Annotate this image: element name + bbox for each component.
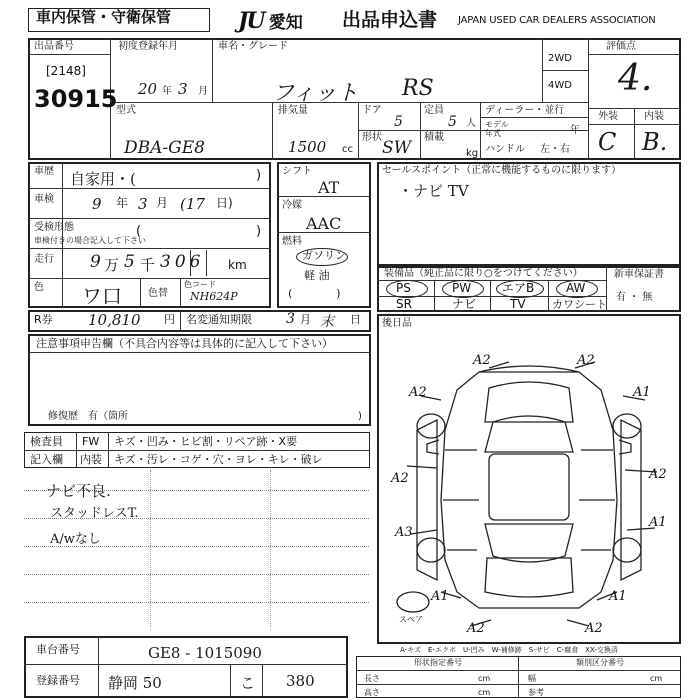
car-body-outline — [441, 372, 617, 608]
recycle-yen: 円 — [164, 313, 175, 326]
mileage-sen: 5 — [124, 252, 135, 272]
damage-mark-left-door: A2 — [391, 471, 409, 486]
wheel-rear-left — [417, 538, 445, 562]
fw-items: キズ・凹み・ヒビ割・リペア跡・X要 — [114, 435, 298, 448]
after-day-label: 後日品 — [382, 318, 412, 329]
accept-paren-close: ) — [256, 224, 262, 239]
damage-mark-rear-right: A2 — [585, 621, 603, 636]
damage-mark-right-door: A2 — [649, 467, 667, 482]
damage-mark-left-quarter: A1 — [431, 589, 449, 604]
equip-sr: SR — [396, 297, 412, 311]
accept-type-label: 受検形態 — [34, 222, 74, 233]
dim-reg-label: 形状指定番号 — [414, 658, 462, 667]
doors-value: 5 — [394, 114, 403, 130]
ju-logo — [238, 8, 303, 34]
damage-mark-right-fender: A1 — [633, 385, 651, 400]
reg-no-num: 380 — [286, 672, 315, 690]
damage-mark-front-right: A2 — [577, 353, 595, 368]
fuel-paren: ( ) — [288, 287, 341, 300]
first-reg-label: 初度登録年月 — [118, 41, 178, 52]
interior-label: 内装 — [644, 111, 664, 122]
wheel-front-right — [613, 414, 641, 438]
inspection-year-unit: 年 — [116, 196, 129, 210]
damage-mark-rear-left: A2 — [467, 621, 485, 636]
handle-label: ハンドル — [485, 144, 525, 155]
mileage-man: 9 — [90, 252, 101, 272]
spare-label: スペア — [399, 615, 423, 624]
wheel-rear-right — [613, 538, 641, 562]
shift-label: シフト — [282, 166, 312, 177]
dim-type-label: 類別区分番号 — [576, 658, 624, 667]
inspector-label: 検査員 — [30, 435, 63, 448]
mileage-rest: 306 — [160, 252, 205, 272]
damage-mark-left-fender: A2 — [409, 385, 427, 400]
mileage-sen-unit: 千 — [140, 256, 156, 274]
history-value: 自家用・( — [70, 170, 136, 188]
reg-no-kana: こ — [240, 674, 256, 692]
capacity-value: 5 — [448, 114, 457, 130]
dim-hgt-cm: cm — [478, 688, 491, 697]
inspection-day: (17 — [180, 195, 205, 213]
damage-legend: A-キズ E-エクボ U-凹み W-補修跡 S-サビ C-腐食 XX-交換済 — [400, 646, 618, 654]
first-reg-month-suffix: 月 — [198, 86, 208, 97]
rear-hatch-outline — [485, 558, 573, 597]
model-type-value: DBA-GE8 — [124, 138, 205, 158]
shift-value: AT — [318, 178, 340, 197]
capacity-unit: 人 — [466, 118, 476, 129]
model-type-label: 型式 — [116, 105, 136, 116]
chassis-no-label: 車台番号 — [36, 643, 80, 656]
first-reg-month: 3 — [178, 80, 188, 98]
exterior-value: C — [598, 128, 617, 156]
damage-marker-lines — [407, 362, 657, 626]
car-damage-diagram — [377, 330, 681, 640]
score-label: 評価点 — [606, 41, 636, 52]
drive-2wd: 2WD — [548, 53, 572, 64]
equip-seat: カワシート — [552, 298, 607, 311]
load-label: 積載 — [424, 132, 444, 143]
mileage-label: 走行 — [34, 254, 54, 265]
equip-aw-circle — [556, 280, 598, 298]
fill-in-label: 記入欄 — [30, 453, 63, 466]
inspection-label: 車検 — [34, 194, 54, 205]
displacement-cc: cc — [342, 144, 353, 155]
model-year-unit: 年 — [570, 125, 580, 136]
chassis-no-value: GE8 - 1015090 — [148, 644, 262, 662]
exterior-label: 外装 — [598, 111, 618, 122]
first-reg-year-suffix: 年 — [162, 86, 172, 97]
dim-ref-label: 参考 — [528, 688, 544, 697]
color-label: 色 — [34, 282, 44, 293]
dim-wid-label: 幅 — [528, 674, 536, 683]
accept-paren-open: ( — [136, 224, 142, 239]
note-line-3: A/wなし — [50, 532, 101, 547]
roof-outline — [489, 454, 569, 520]
equip-airbag-circle — [496, 280, 544, 298]
inspection-month-unit: 月 — [156, 196, 169, 210]
equip-ps: PS — [396, 281, 411, 295]
equip-ps-circle — [386, 280, 428, 298]
load-kg: kg — [466, 148, 479, 159]
equip-pw-circle — [442, 280, 484, 298]
dim-len-cm: cm — [478, 674, 491, 683]
new-warranty-label: 新車保証書 — [614, 269, 664, 280]
mileage-man-unit: 万 — [104, 256, 120, 274]
grade: RS — [402, 76, 434, 101]
color-code-value: NH624P — [190, 290, 238, 303]
equip-pw: PW — [452, 281, 472, 295]
damage-mark-left-rear-door: A3 — [395, 525, 413, 540]
notes-label: 注意事項申告欄（不具合内容等は具体的に記入して下さい） — [36, 337, 333, 350]
name-change-day: 末 — [320, 314, 334, 330]
color-change-label: 色替 — [148, 288, 168, 299]
handle-options: 左・右 — [540, 144, 570, 155]
reg-no-place: 静岡 50 — [108, 674, 162, 692]
model-grade-label: 車名・グレード — [218, 41, 288, 52]
dim-wid-cm: cm — [650, 674, 663, 683]
name-change-month: 3 — [286, 311, 295, 327]
storage-label: 車内保管・守衛保管 — [36, 8, 172, 26]
right-door-line — [579, 450, 615, 550]
color-code-label: 色コード — [184, 280, 216, 289]
cooling-label: 冷媒 — [282, 200, 302, 211]
history-block — [28, 162, 271, 308]
inspection-day-unit: 日) — [216, 196, 233, 210]
rear-glass-outline — [485, 524, 573, 562]
history-label: 車歴 — [34, 166, 54, 177]
name-change-month-unit: 月 — [300, 313, 311, 326]
note-rule — [24, 574, 369, 575]
dealer-label: ディーラー・並行 — [485, 105, 565, 116]
repair-history-close: ) — [358, 411, 362, 422]
cooling-value: AAC — [306, 214, 342, 233]
wheel-front-left — [417, 414, 445, 438]
org-name: 愛知 — [268, 13, 303, 33]
equip-airbag: エアB — [502, 281, 535, 295]
history-close: ) — [256, 168, 262, 183]
damage-mark-right-rear-door: A1 — [649, 515, 667, 530]
ju-logo-text: JU — [238, 8, 264, 34]
lot-prefix: [2148] — [46, 64, 86, 78]
note-line-1: ナビ不良. — [46, 482, 111, 500]
repair-history-label: 修復歴 有（箇所 — [48, 411, 128, 422]
name-change-day-unit: 日 — [350, 313, 361, 326]
shape-label: 形状 — [362, 132, 382, 143]
capacity-label: 定員 — [424, 105, 444, 116]
warranty-options: 有 ・ 無 — [616, 292, 653, 303]
note-rule — [24, 602, 369, 603]
damage-mark-right-quarter: A1 — [609, 589, 627, 604]
equip-navi: ナビ — [452, 297, 477, 311]
lot-number: 30915 — [34, 85, 118, 113]
dim-len-label: 長さ — [364, 674, 380, 683]
equip-aw: AW — [566, 281, 586, 295]
mileage-km: km — [228, 258, 247, 272]
lot-no-label: 出品番号 — [34, 41, 74, 52]
interior-value: B. — [642, 128, 668, 156]
model-year-label: モデル 年式 — [485, 120, 509, 138]
shape-value: SW — [382, 138, 412, 158]
form-title: 出品申込書 — [342, 9, 438, 31]
fuel-diesel: 軽 油 — [304, 269, 330, 282]
displacement-label: 排気量 — [278, 105, 308, 116]
sales-point-value: ・ナビ TV — [398, 182, 469, 200]
equip-tv: TV — [510, 297, 526, 311]
dim-hgt-label: 高さ — [364, 688, 380, 697]
name-change-label: 名変通知期限 — [186, 313, 252, 326]
sales-points-block — [377, 162, 681, 266]
spare-tire — [397, 592, 429, 612]
fuel-label: 燃料 — [282, 236, 302, 247]
recycle-value: 10,810 — [88, 311, 141, 329]
inspection-year: 9 — [92, 195, 102, 213]
score-value: 4. — [618, 58, 653, 99]
damage-mark-front-left: A2 — [473, 353, 491, 368]
color-value: ワ口 — [82, 284, 122, 308]
first-reg-year: 20 — [138, 80, 158, 98]
drive-4wd: 4WD — [548, 80, 572, 91]
interior-items: キズ・汚レ・コゲ・穴・ヨレ・キレ・破レ — [114, 453, 323, 466]
inspection-month: 3 — [138, 195, 148, 213]
car-name: フィット — [272, 81, 359, 106]
note-line-2: スタッドレスT. — [50, 506, 139, 521]
displacement-value: 1500 — [288, 138, 327, 156]
doors-label: ドア — [362, 105, 382, 116]
equipment-label: 装備品（純正品に限り○をつけてください） — [384, 268, 583, 279]
interior-row-label: 内装 — [80, 453, 102, 466]
fw-label: FW — [82, 435, 100, 448]
sales-points-label: セールスポイント（正常に機能するものに限ります） — [382, 165, 622, 176]
left-door-line — [443, 450, 479, 550]
fuel-gasoline: ガソリン — [302, 249, 346, 262]
association-name: JAPAN USED CAR DEALERS ASSOCIATION — [458, 15, 656, 26]
recycle-label: R券 — [34, 313, 53, 326]
accept-type-note: 車検付きの場合記入して下さい — [34, 236, 146, 245]
reg-no-label: 登録番号 — [36, 674, 80, 687]
